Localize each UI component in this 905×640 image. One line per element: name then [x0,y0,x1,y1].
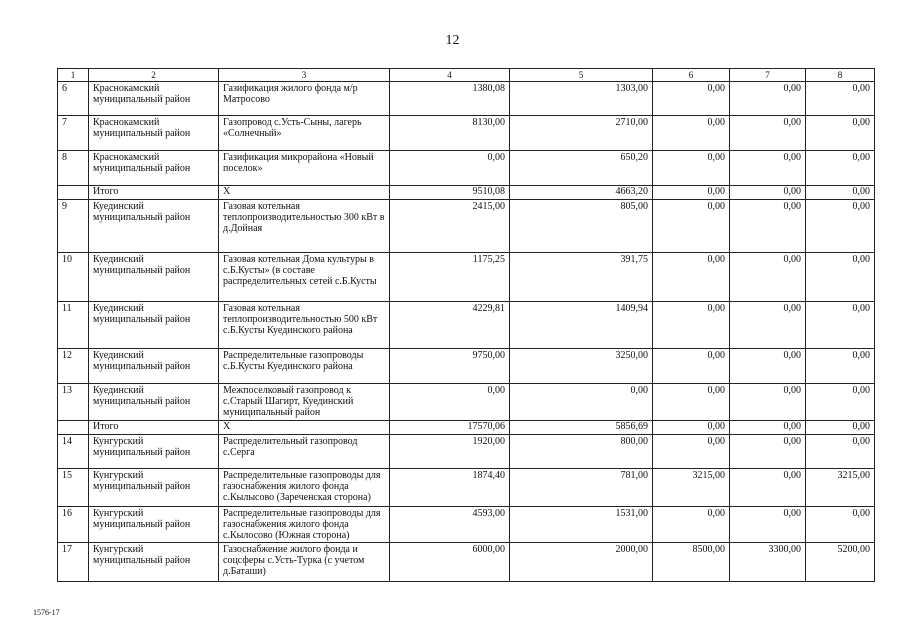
col-header-5: 5 [510,69,653,82]
row-number: 10 [58,253,89,302]
district-name: Куединский муниципальный район [89,384,219,421]
object-name: Распределительный газопровод с.Серга [219,435,390,469]
value-col-8: 0,00 [806,186,875,200]
value-col-4: 0,00 [390,384,510,421]
value-col-5: 805,00 [510,200,653,253]
object-name: Газопровод с.Усть-Сыны, лагерь «Солнечный» [219,116,390,151]
value-col-4: 4229,81 [390,302,510,349]
value-col-6: 0,00 [653,186,730,200]
value-col-4: 1874,40 [390,469,510,507]
page-number: 12 [445,33,460,48]
value-col-7: 3300,00 [730,543,806,582]
object-name: Газовая котельная теплопроизводительностью 300 кВт в д.Дойная [219,200,390,253]
row-number: 7 [58,116,89,151]
col-header-8: 8 [806,69,875,82]
object-name: Распределительные газопроводы для газоснабжения жилого фонда с.Кылысово (Зареченская сторона) [219,469,390,507]
value-col-7: 0,00 [730,186,806,200]
value-col-4: 0,00 [390,151,510,186]
table-row [58,253,875,302]
district-name: Краснокамский муниципальный район [89,82,219,116]
value-col-6: 0,00 [653,82,730,116]
district-name: Куединский муниципальный район [89,302,219,349]
value-col-8: 0,00 [806,253,875,302]
value-col-7: 0,00 [730,384,806,421]
col-header-2: 2 [89,69,219,82]
total-row [58,421,875,435]
object-name: Газовая котельная теплопроизводительностью 500 кВт с.Б.Кусты Куединского района [219,302,390,349]
object-name: Газификация жилого фонда м/р Матросово [219,82,390,116]
value-col-4: 2415,00 [390,200,510,253]
col-header-6: 6 [653,69,730,82]
table-row [58,435,875,469]
table-body [58,82,875,582]
value-col-7: 0,00 [730,435,806,469]
value-col-8: 5200,00 [806,543,875,582]
value-col-7: 0,00 [730,302,806,349]
district-name: Краснокамский муниципальный район [89,116,219,151]
value-col-7: 0,00 [730,349,806,384]
value-col-6: 0,00 [653,200,730,253]
table-row [58,151,875,186]
value-col-7: 0,00 [730,469,806,507]
footer-code: 1576-17 [33,608,60,617]
table-row [58,543,875,582]
value-col-5: 800,00 [510,435,653,469]
value-col-8: 0,00 [806,151,875,186]
district-name: Кунгурский муниципальный район [89,469,219,507]
value-col-7: 0,00 [730,507,806,543]
value-col-5: 0,00 [510,384,653,421]
value-col-8: 0,00 [806,384,875,421]
value-col-7: 0,00 [730,200,806,253]
object-name: Газовая котельная Дома культуры в с.Б.Кусты» (в составе распределительных сетей с.Б.Кусты [219,253,390,302]
object-name: Распределительные газопроводы с.Б.Кусты Куединского района [219,349,390,384]
value-col-6: 0,00 [653,116,730,151]
value-col-4: 9750,00 [390,349,510,384]
table-row [58,349,875,384]
district-name: Кунгурский муниципальный район [89,507,219,543]
header-row [58,69,875,82]
value-col-5: 1303,00 [510,82,653,116]
row-number: 16 [58,507,89,543]
value-col-4: 9510,08 [390,186,510,200]
col-header-1: 1 [58,69,89,82]
value-col-5: 1531,00 [510,507,653,543]
value-col-7: 0,00 [730,421,806,435]
value-col-8: 0,00 [806,116,875,151]
value-col-6: 0,00 [653,421,730,435]
value-col-4: 17570,06 [390,421,510,435]
value-col-4: 4593,00 [390,507,510,543]
value-col-6: 0,00 [653,384,730,421]
value-col-7: 0,00 [730,253,806,302]
row-number: 8 [58,151,89,186]
value-col-8: 0,00 [806,507,875,543]
row-number: 12 [58,349,89,384]
object-name: Х [219,421,390,435]
row-number: 9 [58,200,89,253]
district-name: Краснокамский муниципальный район [89,151,219,186]
value-col-4: 6000,00 [390,543,510,582]
total-row [58,186,875,200]
value-col-4: 1920,00 [390,435,510,469]
value-col-4: 1175,25 [390,253,510,302]
value-col-8: 0,00 [806,421,875,435]
value-col-6: 0,00 [653,253,730,302]
value-col-4: 8130,00 [390,116,510,151]
row-number: 14 [58,435,89,469]
value-col-6: 0,00 [653,151,730,186]
value-col-6: 0,00 [653,349,730,384]
row-number: 6 [58,82,89,116]
value-col-8: 0,00 [806,349,875,384]
value-col-8: 0,00 [806,302,875,349]
col-header-4: 4 [390,69,510,82]
value-col-5: 391,75 [510,253,653,302]
district-name: Итого [89,186,219,200]
table-row [58,82,875,116]
row-number: 17 [58,543,89,582]
row-number: 11 [58,302,89,349]
object-name: Х [219,186,390,200]
row-number [58,186,89,200]
district-name: Итого [89,421,219,435]
table-row [58,116,875,151]
row-number: 13 [58,384,89,421]
value-col-8: 0,00 [806,82,875,116]
district-name: Кунгурский муниципальный район [89,543,219,582]
object-name: Межпоселковый газопровод к с.Старый Шагирт, Куединский муниципальный район [219,384,390,421]
value-col-5: 2710,00 [510,116,653,151]
table-row [58,507,875,543]
object-name: Газоснабжение жилого фонда и соцсферы с.Усть-Турка (с учетом д.Баташи) [219,543,390,582]
value-col-6: 8500,00 [653,543,730,582]
value-col-7: 0,00 [730,116,806,151]
district-name: Кунгурский муниципальный район [89,435,219,469]
value-col-5: 5856,69 [510,421,653,435]
value-col-6: 3215,00 [653,469,730,507]
value-col-8: 3215,00 [806,469,875,507]
table-row [58,200,875,253]
district-name: Куединский муниципальный район [89,253,219,302]
value-col-7: 0,00 [730,82,806,116]
value-col-5: 781,00 [510,469,653,507]
table-row [58,469,875,507]
value-col-4: 1380,08 [390,82,510,116]
object-name: Газификация микрорайона «Новый поселок» [219,151,390,186]
funding-table [57,68,875,582]
row-number: 15 [58,469,89,507]
value-col-7: 0,00 [730,151,806,186]
district-name: Куединский муниципальный район [89,349,219,384]
table-row [58,302,875,349]
value-col-5: 4663,20 [510,186,653,200]
object-name: Распределительные газопроводы для газоснабжения жилого фонда с.Кылосово (Южная сторона) [219,507,390,543]
value-col-8: 0,00 [806,200,875,253]
col-header-7: 7 [730,69,806,82]
district-name: Куединский муниципальный район [89,200,219,253]
value-col-6: 0,00 [653,435,730,469]
value-col-5: 3250,00 [510,349,653,384]
value-col-5: 1409,94 [510,302,653,349]
row-number [58,421,89,435]
col-header-3: 3 [219,69,390,82]
value-col-5: 2000,00 [510,543,653,582]
value-col-6: 0,00 [653,507,730,543]
value-col-5: 650,20 [510,151,653,186]
value-col-6: 0,00 [653,302,730,349]
table-row [58,384,875,421]
value-col-8: 0,00 [806,435,875,469]
